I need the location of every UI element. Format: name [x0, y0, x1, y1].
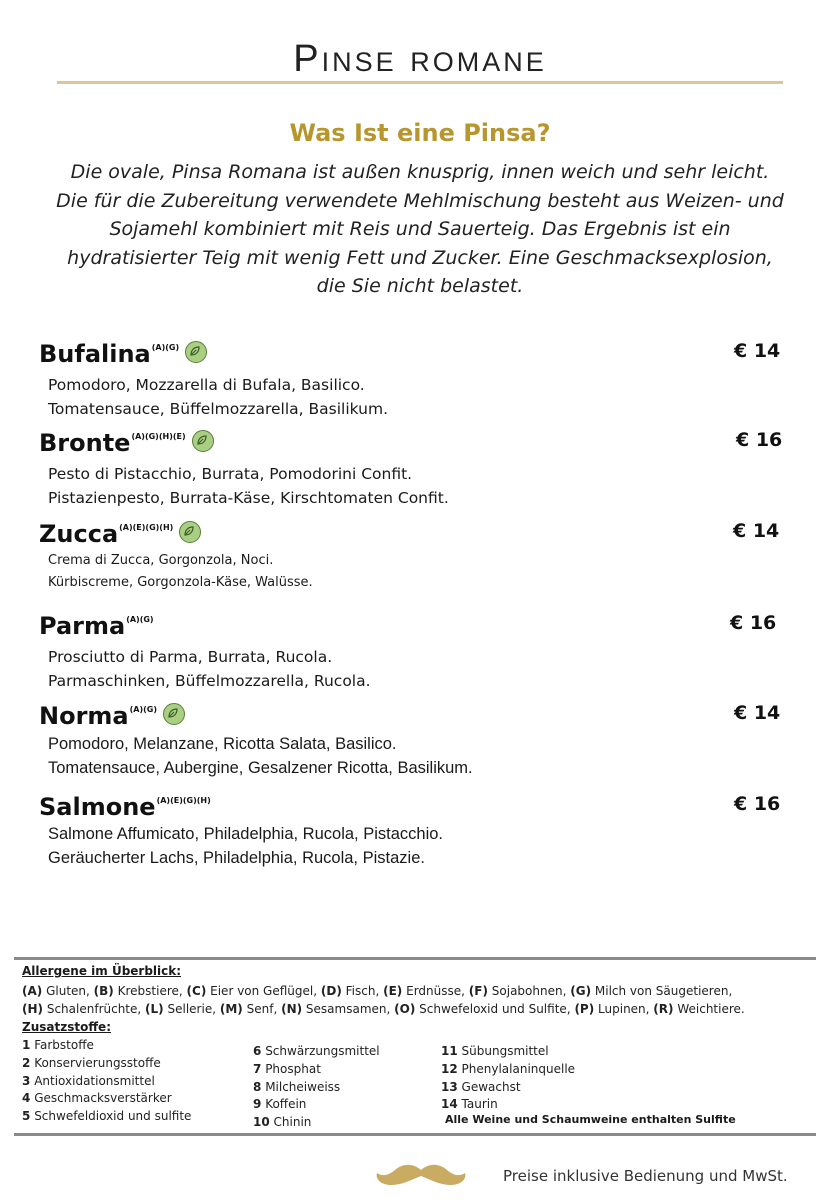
allergen-code: (A) [22, 984, 43, 998]
additive-label: Sübungsmittel [461, 1044, 549, 1058]
allergen-code: (C) [186, 984, 207, 998]
item-price: € 16 [734, 793, 781, 815]
item-description [48, 373, 388, 421]
additives-column-3 [441, 1043, 575, 1114]
item-price: € 14 [734, 340, 781, 362]
additive-entry [441, 1079, 575, 1097]
allergen-label: Sesamsamen [305, 1002, 387, 1016]
additive-number: 5 [22, 1109, 31, 1124]
allergen-label: Schalenfrüchte [46, 1002, 138, 1016]
allergen-codes: (A)(E)(G)(H) [119, 523, 174, 532]
item-price: € 14 [734, 702, 781, 724]
description-italian: Pesto di Pistacchio, Burrata, Pomodorini Confit. [48, 465, 413, 483]
item-title: Salmone [39, 793, 156, 821]
allergen-entry [281, 1002, 386, 1016]
additive-label: Phosphat [265, 1061, 321, 1076]
item-description [48, 822, 443, 870]
description-italian: Crema di Zucca, Gorgonzola, Noci. [48, 553, 274, 568]
allergen-label: Erdnüsse [406, 984, 462, 998]
allergen-label: Lupinen [598, 1002, 646, 1016]
allergen-entry [22, 1002, 137, 1016]
additive-number: 2 [22, 1055, 31, 1070]
additive-entry [441, 1096, 575, 1114]
footer-divider-bottom [14, 1133, 816, 1136]
allergen-entry [383, 984, 461, 998]
additive-label: Milcheiweiss [265, 1079, 341, 1094]
additive-entry [22, 1055, 191, 1073]
allergen-label: Krebstiere [117, 984, 179, 998]
allergen-label: Sojabohnen [491, 984, 563, 998]
description-italian: Prosciutto di Parma, Burrata, Rucola. [48, 648, 333, 666]
additive-label: Konservierungsstoffe [34, 1055, 161, 1070]
additive-label: Taurin [461, 1097, 498, 1112]
additive-entry [22, 1073, 191, 1091]
item-price: € 16 [736, 429, 783, 451]
item-price: € 16 [730, 612, 777, 634]
item-name [39, 340, 207, 368]
allergen-entry [394, 1002, 567, 1016]
allergen-label: Gluten [46, 984, 87, 998]
allergen-code: (R) [653, 1002, 674, 1016]
additive-entry [441, 1061, 575, 1079]
item-description [48, 550, 313, 594]
description-italian: Pomodoro, Mozzarella di Bufala, Basilico. [48, 376, 365, 394]
allergen-entry [570, 984, 728, 998]
additive-label: Antioxidationsmittel [34, 1073, 155, 1088]
additive-label: Farbstoffe [34, 1038, 94, 1052]
allergen-label: Senf [246, 1002, 274, 1016]
additive-label: Schwärzungsmittel [265, 1044, 380, 1058]
item-description [48, 645, 371, 693]
additive-number: 7 [253, 1061, 262, 1076]
additive-entry [22, 1090, 191, 1108]
intro-heading: Was Ist eine Pinsa? [289, 119, 551, 147]
allergen-code: (P) [574, 1002, 595, 1016]
allergen-code: (L) [145, 1002, 164, 1016]
allergen-code: (O) [394, 1002, 416, 1016]
allergen-code: (H) [22, 1002, 44, 1016]
additive-label: Geschmacksverstärker [34, 1091, 172, 1106]
additive-entry [253, 1096, 380, 1114]
allergen-entry [145, 1002, 212, 1016]
additive-number: 9 [253, 1097, 262, 1112]
allergen-entry [574, 1002, 645, 1016]
additives-column-1 [22, 1037, 191, 1126]
additive-number: 11 [441, 1044, 458, 1058]
allergen-label: Sellerie [167, 1002, 213, 1016]
allergen-codes: (A)(G) [129, 705, 158, 714]
allergen-label: Fisch [345, 984, 376, 998]
footer-note: Preise inklusive Bedienung und MwSt. [503, 1167, 788, 1185]
description-german: Parmaschinken, Büffelmozzarella, Rucola. [48, 672, 371, 690]
allergen-entry [469, 984, 563, 998]
allergen-code: (G) [570, 984, 592, 998]
item-price: € 14 [733, 520, 780, 542]
footer-divider-top [14, 957, 816, 960]
allergen-entry [220, 1002, 274, 1016]
description-german: Tomatensauce, Büffelmozzarella, Basilikum. [48, 400, 389, 418]
additive-number: 8 [253, 1079, 262, 1094]
additive-number: 13 [441, 1079, 458, 1094]
description-german: Pistazienpesto, Burrata-Käse, Kirschtomaten Confit. [48, 489, 449, 507]
additive-label: Schwefeldioxid und sulfite [34, 1109, 192, 1124]
allergen-code: (F) [468, 984, 488, 998]
intro-text: Die ovale, Pinsa Romana ist außen knusprig, innen weich und sehr leicht. Die für die Zubereitung verwendete Mehlmischung besteht aus Weizen- und Sojamehl kombiniert mit Reis und Sauerteig. Das Ergebnis ist ein hydratisierter Teig mit wenig Fett und Zucker. Eine Geschmacksexplosion, die Sie nicht belastet. [56, 161, 784, 297]
item-name [39, 612, 154, 640]
additive-label: Phenylalaninquelle [461, 1061, 576, 1076]
allergen-code: (B) [93, 984, 114, 998]
additive-number: 1 [22, 1038, 31, 1052]
allergen-code: (E) [383, 984, 403, 998]
allergen-entry [653, 1002, 741, 1016]
additives-column-2 [253, 1043, 380, 1132]
item-title: Norma [39, 702, 129, 730]
additive-entry [253, 1043, 380, 1061]
page-title: Pinse romane [293, 38, 547, 80]
item-name [39, 793, 211, 821]
allergen-entry [321, 984, 376, 998]
allergen-code: (D) [320, 984, 342, 998]
mustache-icon [373, 1161, 469, 1191]
description-german: Geräucherter Lachs, Philadelphia, Rucola, Pistazie. [48, 849, 425, 867]
additive-number: 3 [22, 1073, 31, 1088]
additive-number: 4 [22, 1091, 31, 1106]
additive-entry [253, 1061, 380, 1079]
additive-number: 12 [441, 1061, 458, 1076]
item-title: Bufalina [39, 340, 151, 368]
item-name [39, 702, 185, 730]
item-title: Bronte [39, 429, 131, 457]
additive-number: 10 [253, 1115, 270, 1130]
allergen-codes: (A)(G) [151, 343, 180, 352]
description-german: Kürbiscreme, Gorgonzola-Käse, Walüsse. [48, 575, 313, 590]
allergen-code: (N) [281, 1002, 303, 1016]
sulfite-note: Alle Weine und Schaumweine enthalten Sulfite [445, 1113, 736, 1126]
additive-label: Koffein [265, 1097, 307, 1112]
allergen-label: Milch von Säugetieren [594, 984, 729, 998]
leaf-icon [192, 430, 214, 452]
allergen-codes: (A)(G) [126, 615, 154, 624]
additive-number: 6 [253, 1044, 262, 1058]
allergen-code: (M) [219, 1002, 243, 1016]
additive-entry [253, 1079, 380, 1097]
additive-entry [22, 1037, 191, 1055]
item-title: Zucca [39, 520, 119, 548]
allergen-entry [94, 984, 179, 998]
leaf-icon [185, 341, 207, 363]
allergen-codes: (A)(E)(G)(H) [156, 796, 211, 805]
description-german: Tomatensauce, Aubergine, Gesalzener Ricotta, Basilikum. [48, 759, 473, 777]
additive-label: Chinin [273, 1115, 312, 1130]
allergen-codes: (A)(G)(H)(E) [131, 432, 186, 441]
additive-number: 14 [441, 1097, 458, 1112]
additives-title: Zusatzstoffe: [22, 1020, 111, 1034]
item-title: Parma [39, 612, 126, 640]
item-name [39, 520, 201, 548]
description-italian: Pomodoro, Melanzane, Ricotta Salata, Basilico. [48, 735, 397, 753]
allergen-label: Schwefeloxid und Sulfite [419, 1002, 567, 1016]
allergen-label: Eier von Geflügel [210, 984, 314, 998]
item-description [48, 732, 473, 780]
item-name [39, 429, 214, 457]
allergen-entry [187, 984, 314, 998]
title-divider [57, 81, 783, 84]
allergen-entry [22, 984, 86, 998]
leaf-icon [179, 521, 201, 543]
additive-entry [22, 1108, 191, 1126]
additive-entry [253, 1114, 380, 1132]
allergen-title: Allergene im Überblick: [22, 964, 182, 978]
allergen-label: Weichtiere [677, 1002, 741, 1016]
allergen-list: (A) Gluten, (B) Krebstiere, (C) Eier von Geflügel, (D) Fisch, (E) Erdnüsse, (F) Sojabohnen, (G) Milch von Säugetieren, (H) Schalenfrüchte, (L) Sellerie, (M) Senf, (N) Sesamsamen, (O) Schwefeloxid und Sulfite, (P) Lupinen, (R) Weichtiere. [22, 984, 745, 1016]
description-italian: Salmone Affumicato, Philadelphia, Rucola, Pistacchio. [48, 825, 444, 843]
additive-label: Gewachst [461, 1079, 521, 1094]
leaf-icon [163, 703, 185, 725]
additive-entry [441, 1043, 575, 1061]
item-description [48, 462, 449, 510]
